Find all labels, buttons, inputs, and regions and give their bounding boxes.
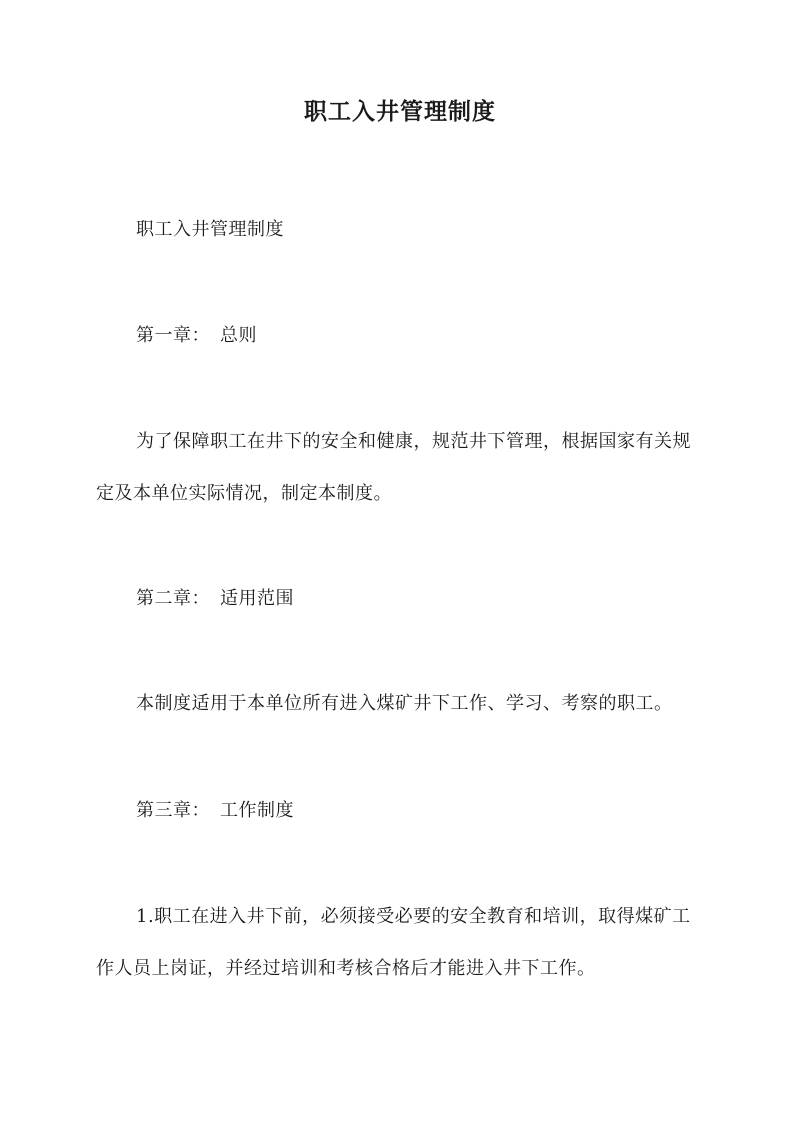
paragraph-line: 1.职工在进入井下前，必须接受必要的安全教育和培训，取得煤矿工 <box>136 906 691 927</box>
paragraph-line: 为了保障职工在井下的安全和健康，规范井下管理，根据国家有关规 <box>136 431 691 452</box>
chapter-name: 总则 <box>220 325 257 346</box>
chapter-heading-3 <box>136 785 702 837</box>
document-title: 职工入井管理制度 <box>304 98 496 125</box>
paragraph-line: 定及本单位实际情况，制定本制度。 <box>96 483 392 504</box>
chapter-number: 第一章： <box>136 325 210 346</box>
chapter-name: 工作制度 <box>220 800 294 821</box>
document-subtitle: 职工入井管理制度 <box>136 219 284 240</box>
chapter-number: 第二章： <box>136 588 210 609</box>
chapter-name: 适用范围 <box>220 588 294 609</box>
paragraph-line: 本制度适用于本单位所有进入煤矿井下工作、学习、考察的职工。 <box>136 693 673 714</box>
chapter-heading-2 <box>136 573 702 625</box>
chapter-number: 第三章： <box>136 800 210 821</box>
chapter-heading-1 <box>136 310 702 362</box>
paragraph-line: 作人员上岗证，并经过培训和考核合格后才能进入井下工作。 <box>96 958 596 979</box>
